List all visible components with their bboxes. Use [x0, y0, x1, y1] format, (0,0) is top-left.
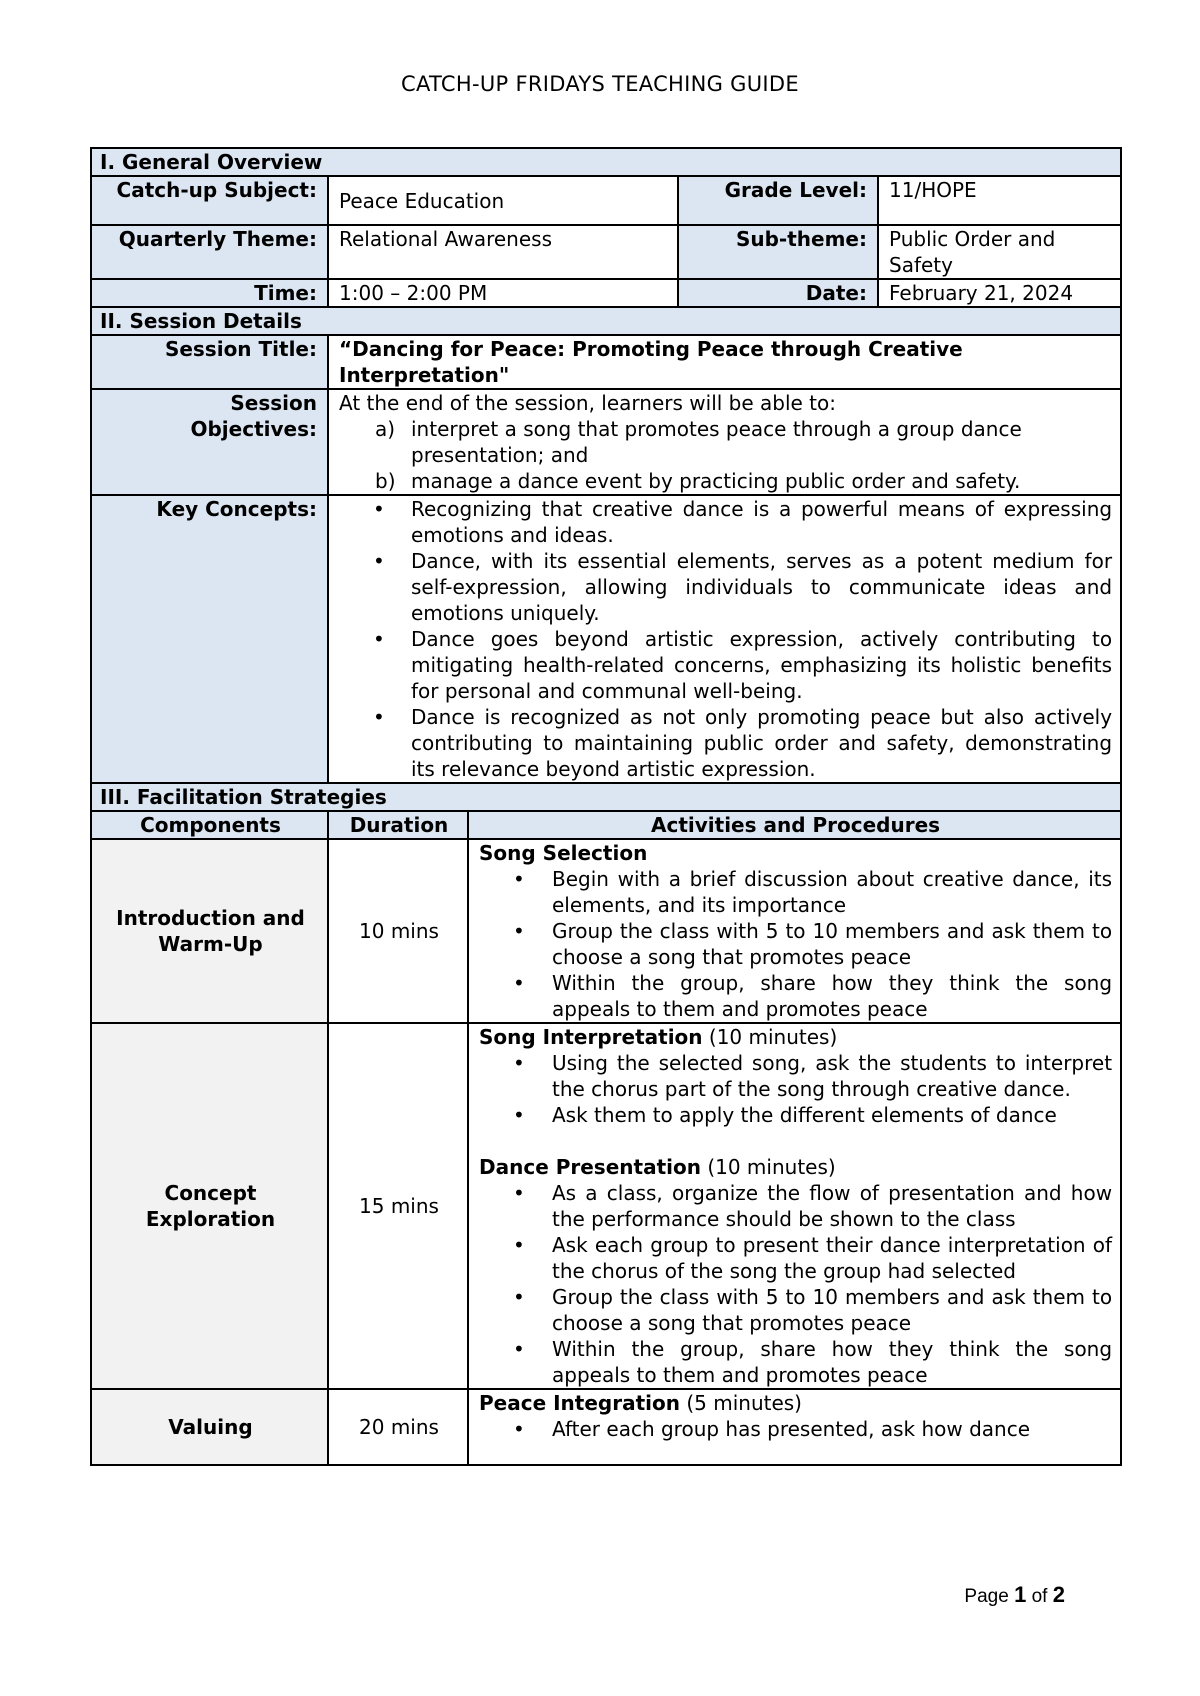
- activity-item: • After each group has presented, ask how dance: [479, 1416, 1112, 1442]
- section-general-overview: I. General Overview: [91, 148, 1121, 176]
- activity-item: • Using the selected song, ask the students to interpret the chorus part of the song through creative dance.: [479, 1050, 1112, 1102]
- total-page-number: 2: [1052, 1582, 1065, 1607]
- key-concepts-cell: [328, 495, 1121, 783]
- sub-theme-label: Sub-theme:: [678, 225, 878, 279]
- activity-list: [479, 866, 1112, 1022]
- objective-item: b) manage a dance event by practicing public order and safety.: [375, 469, 1021, 493]
- session-title-value: “Dancing for Peace: Promoting Peace through Creative Interpretation": [328, 335, 1121, 389]
- page-number-footer: Page 1 of 2: [964, 1582, 1065, 1607]
- subject-value: Peace Education: [328, 176, 678, 225]
- component-valuing: Valuing: [91, 1389, 328, 1465]
- grade-level-value: 11/HOPE: [878, 176, 1121, 225]
- activity-item: • As a class, organize the flow of presentation and how the performance should be shown to the class: [479, 1180, 1112, 1232]
- activity-item: • Group the class with 5 to 10 members and ask them to choose a song that promotes peace: [479, 1284, 1112, 1336]
- grade-level-label: Grade Level:: [678, 176, 878, 225]
- date-value: February 21, 2024: [878, 279, 1121, 307]
- concept-item: • Recognizing that creative dance is a powerful means of expressing emotions and ideas.: [339, 496, 1112, 548]
- activities-valuing: Peace Integration (5 minutes) • After each group has presented, ask how dance: [468, 1389, 1121, 1465]
- concept-item: • Dance goes beyond artistic expression, actively contributing to mitigating health-related concerns, emphasizing its holistic benefits for personal and communal well-being.: [339, 626, 1112, 704]
- component-introduction: Introduction and Warm-Up: [91, 839, 328, 1023]
- section-session-details: II. Session Details: [91, 307, 1121, 335]
- session-title-label: Session Title:: [91, 335, 328, 389]
- current-page-number: 1: [1014, 1582, 1027, 1607]
- activity-item: • Group the class with 5 to 10 members and ask them to choose a song that promotes peace: [479, 918, 1112, 970]
- activities-concept-exploration: Song Interpretation (10 minutes) • Using the selected song, ask the students to interpret the chorus part of the song through creative dance. • Ask them to apply the different elements of dance Dance Presentation (10 minutes) • As a class, organize the flow of presentation and how the performance should be shown to the class • Ask each group to present their dance interpretation of the chorus of the song the group had selected • Group the class with 5 to 10 members and ask them to choose a song that promotes peace • Within the group, share how they think the song appeals to them and promotes peace: [468, 1023, 1121, 1389]
- duration-column-header: Duration: [328, 811, 468, 839]
- date-label: Date:: [678, 279, 878, 307]
- component-concept-exploration: Concept Exploration: [91, 1023, 328, 1389]
- objectives-intro: At the end of the session, learners will be able to:: [339, 391, 837, 415]
- time-value: 1:00 – 2:00 PM: [328, 279, 678, 307]
- objective-item: a) interpret a song that promotes peace through a group dance presentation; and: [375, 417, 1022, 467]
- session-objectives-label: Session Objectives:: [91, 389, 328, 495]
- activity-item: • Within the group, share how they think the song appeals to them and promotes peace: [479, 970, 1112, 1022]
- session-objectives-cell: [328, 389, 1121, 495]
- key-concepts-label: Key Concepts:: [91, 495, 328, 783]
- components-column-header: Components: [91, 811, 328, 839]
- time-label: Time:: [91, 279, 328, 307]
- quarterly-theme-label: Quarterly Theme:: [91, 225, 328, 279]
- activity-item: • Ask each group to present their dance interpretation of the chorus of the song the group had selected: [479, 1232, 1112, 1284]
- activity-title: Song Interpretation: [479, 1025, 703, 1049]
- section-facilitation-strategies: III. Facilitation Strategies: [91, 783, 1121, 811]
- quarterly-theme-value: Relational Awareness: [328, 225, 678, 279]
- sub-theme-value: Public Order and Safety: [878, 225, 1121, 279]
- activity-title: Dance Presentation: [479, 1155, 701, 1179]
- activity-list: [479, 1180, 1112, 1388]
- activity-item: • Within the group, share how they think the song appeals to them and promotes peace: [479, 1336, 1112, 1388]
- duration-introduction: 10 mins: [328, 839, 468, 1023]
- activity-list: [479, 1050, 1112, 1128]
- duration-valuing: 20 mins: [328, 1389, 468, 1465]
- document-title: CATCH-UP FRIDAYS TEACHING GUIDE: [401, 72, 799, 96]
- activities-column-header: Activities and Procedures: [468, 811, 1121, 839]
- teaching-guide-table: [90, 147, 1122, 1466]
- concept-item: • Dance is recognized as not only promoting peace but also actively contributing to maintaining public order and safety, demonstrating its relevance beyond artistic expression.: [339, 704, 1112, 782]
- concept-item: • Dance, with its essential elements, serves as a potent medium for self-expression, allowing individuals to communicate ideas and emotions uniquely.: [339, 548, 1112, 626]
- subject-label: Catch-up Subject:: [91, 176, 328, 225]
- activity-title: Peace Integration: [479, 1391, 680, 1415]
- key-concepts-list: [339, 496, 1112, 782]
- objectives-list: [339, 416, 1112, 494]
- activity-item: • Ask them to apply the different elements of dance: [479, 1102, 1112, 1128]
- activity-title: Song Selection: [479, 841, 648, 865]
- activities-introduction: [468, 839, 1121, 1023]
- duration-concept-exploration: 15 mins: [328, 1023, 468, 1389]
- activity-list: [479, 1416, 1112, 1442]
- activity-item: • Begin with a brief discussion about creative dance, its elements, and its importance: [479, 866, 1112, 918]
